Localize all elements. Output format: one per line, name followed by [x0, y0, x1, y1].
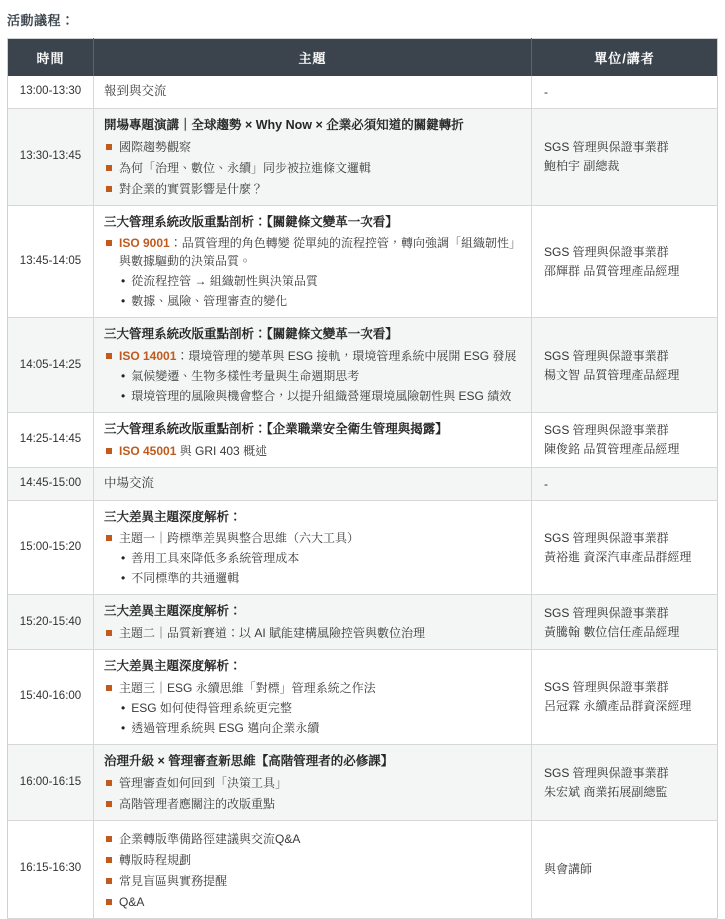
- speaker-line: SGS 管理與保證事業群: [544, 530, 669, 545]
- speaker-cell: [532, 467, 718, 500]
- speaker-line: 楊文智 品質管理產品經理: [544, 367, 680, 382]
- bullet-text: ISO 14001：環境管理的變革與 ESG 接軌，環境管理系統中展開 ESG 發展: [119, 349, 517, 363]
- table-row: [8, 595, 718, 650]
- bullet-text: 數據、風險、管理審查的變化: [131, 294, 288, 309]
- speaker-cell: [532, 108, 718, 205]
- time-cell: 15:00-15:20: [8, 500, 94, 595]
- time-cell: 16:00-16:15: [8, 744, 94, 820]
- square-bullet-icon: [106, 448, 112, 454]
- dot-bullet-icon: •: [121, 720, 126, 735]
- bullet-text: 氣候變遷、生物多樣性考量與生命週期思考: [131, 369, 360, 383]
- speaker-line: 陳俊銘 品質管理產品經理: [544, 442, 680, 457]
- speaker-line: SGS 管理與保證事業群: [544, 765, 669, 780]
- square-bullet-icon: [106, 353, 112, 359]
- agenda-body: [8, 76, 718, 918]
- topic-cell: [94, 108, 532, 205]
- dot-bullet-icon: •: [121, 551, 126, 566]
- column-header-speaker: 單位/講者: [532, 39, 718, 77]
- speaker-line: 朱宏斌 商業拓展副總監: [544, 784, 668, 799]
- speaker-line: 邵輝群 品質管理產品經理: [544, 263, 680, 278]
- topic-cell: [94, 650, 532, 745]
- dot-bullet-icon: •: [121, 389, 126, 403]
- bullet-item: [106, 872, 521, 890]
- topic-cell: [94, 820, 532, 918]
- table-row: [8, 500, 718, 595]
- table-row: [8, 413, 718, 468]
- time-cell: 14:25-14:45: [8, 413, 94, 468]
- topic-title: 三大管理系統改版重點剖析：【企業職業安全衛生管理與揭露】: [104, 422, 448, 436]
- topic-cell: [94, 318, 532, 413]
- bullet-item: [106, 234, 521, 270]
- bullet-item: [106, 851, 521, 869]
- topic-cell: [94, 413, 532, 468]
- speaker-line: SGS 管理與保證事業群: [544, 348, 669, 363]
- bullet-text: 不同標準的共通邏輯: [131, 571, 240, 586]
- time-cell: 14:05-14:25: [8, 318, 94, 413]
- speaker-cell: [532, 318, 718, 413]
- bullet-text: ISO 45001 與 GRI 403 概述: [119, 443, 268, 458]
- square-bullet-icon: [106, 144, 112, 150]
- bullet-text: ESG 如何使得管理系統更完整: [131, 700, 292, 715]
- speaker-line: SGS 管理與保證事業群: [544, 680, 669, 695]
- dot-bullet-icon: •: [121, 274, 126, 289]
- speaker-line: 與會講師: [544, 862, 593, 876]
- topic-cell: [94, 744, 532, 820]
- bullet-item: [106, 624, 521, 642]
- time-cell: 14:45-15:00: [8, 467, 94, 500]
- table-row: [8, 744, 718, 820]
- header-row: [8, 39, 718, 77]
- bullet-text: 主題二｜品質新賽道：以 AI 賦能建構風險控管與數位治理: [119, 626, 426, 640]
- speaker-line: 鮑柏宇 副總裁: [544, 159, 620, 174]
- speaker-line: SGS 管理與保證事業群: [544, 605, 669, 620]
- topic-cell: [94, 76, 532, 108]
- bullet-item: [106, 795, 521, 813]
- bullet-item: [106, 774, 521, 792]
- bullet-item: [106, 830, 521, 848]
- topic-cell: [94, 467, 532, 500]
- time-cell: 13:45-14:05: [8, 205, 94, 318]
- sub-bullet-item: [121, 569, 521, 587]
- topic-title: 三大管理系統改版重點剖析：【關鍵條文變革一次看】: [104, 214, 398, 229]
- square-bullet-icon: [106, 878, 112, 884]
- agenda-table: [7, 38, 718, 919]
- dot-bullet-icon: •: [121, 369, 126, 383]
- speaker-line: 黃裕進 資深汽車產品群經理: [544, 549, 692, 564]
- speaker-line: SGS 管理與保證事業群: [544, 140, 669, 155]
- bullet-text: 善用工具來降低多系統管理成本: [131, 551, 300, 566]
- speaker-cell: [532, 744, 718, 820]
- speaker-cell: [532, 413, 718, 468]
- sub-bullet-item: [121, 549, 521, 567]
- topic-title: 三大差異主題深度解析：: [104, 604, 242, 619]
- bullet-item: [106, 442, 521, 460]
- iso-highlight: ISO 45001: [119, 443, 177, 458]
- bullet-item: [106, 347, 521, 365]
- speaker-line: 呂冠霖 永續產品群資深經理: [544, 699, 692, 714]
- bullet-text: 常見盲區與實務提醒: [119, 873, 228, 888]
- bullet-text: 轉版時程規劃: [119, 852, 192, 867]
- speaker-cell: [532, 76, 718, 108]
- bullet-item: [106, 159, 521, 177]
- column-header-topic: 主題: [94, 39, 532, 77]
- table-row: [8, 467, 718, 500]
- table-row: [8, 108, 718, 205]
- speaker-line: SGS 管理與保證事業群: [544, 244, 669, 259]
- agenda-header: [8, 39, 718, 77]
- bullet-text: 企業轉版準備路徑建議與交流Q&A: [119, 831, 301, 846]
- topic-plain-text: 中場交流: [104, 475, 155, 490]
- bullet-text: 從流程控管 → 組織韌性與決策品質: [131, 274, 318, 289]
- iso-highlight: ISO 14001: [119, 349, 177, 363]
- bullet-text: 對企業的實質影響是什麼？: [119, 181, 264, 196]
- topic-cell: [94, 205, 532, 318]
- bullet-text: 管理審查如何回到「決策工具」: [119, 775, 288, 790]
- square-bullet-icon: [106, 685, 112, 691]
- bullet-text: 環境管理的風險與機會整合，以提升組織營運環境風險韌性與 ESG 績效: [131, 389, 512, 403]
- topic-title: 三大管理系統改版重點剖析：【關鍵條文變革一次看】: [104, 327, 398, 342]
- topic-title: 開場專題演講｜全球趨勢 × Why Now × 企業必須知道的關鍵轉折: [104, 117, 464, 132]
- bullet-item: [106, 138, 521, 156]
- time-cell: 16:15-16:30: [8, 820, 94, 918]
- table-row: [8, 650, 718, 745]
- square-bullet-icon: [106, 630, 112, 636]
- topic-title: 三大差異主題深度解析：: [104, 659, 242, 673]
- bullet-item: [106, 529, 521, 547]
- sub-bullet-item: [121, 387, 521, 405]
- speaker-cell: [532, 500, 718, 595]
- bullet-text: 為何「治理、數位、永續」同步被拉進條文邏輯: [119, 160, 372, 175]
- bullet-text: ISO 9001：品質管理的角色轉變 從單純的流程控管，轉向強調「組織韌性」與數據驅動的決策品質。: [119, 236, 516, 269]
- bullet-text: 主題一｜跨標準差異與整合思維（六大工具）: [119, 531, 360, 546]
- sub-bullet-item: [121, 719, 521, 737]
- sub-bullet-item: [121, 699, 521, 717]
- bullet-text: 主題三｜ESG 永續思維「對標」管理系統之作法: [119, 680, 376, 695]
- bullet-item: [106, 180, 521, 198]
- speaker-cell: [532, 650, 718, 745]
- topic-plain-text: 報到與交流: [104, 84, 167, 98]
- square-bullet-icon: [106, 240, 112, 246]
- time-cell: 13:00-13:30: [8, 76, 94, 108]
- speaker-line: SGS 管理與保證事業群: [544, 423, 669, 438]
- table-row: [8, 205, 718, 318]
- square-bullet-icon: [106, 899, 112, 905]
- page-title: 活動議程：: [7, 13, 75, 28]
- square-bullet-icon: [106, 165, 112, 171]
- speaker-line: 黃騰翰 數位信任產品經理: [544, 624, 680, 639]
- bullet-text: 高階管理者應關注的改版重點: [119, 796, 276, 811]
- table-row: [8, 318, 718, 413]
- speaker-cell: [532, 595, 718, 650]
- time-cell: 15:20-15:40: [8, 595, 94, 650]
- bullet-item: [106, 679, 521, 697]
- square-bullet-icon: [106, 801, 112, 807]
- time-cell: 15:40-16:00: [8, 650, 94, 745]
- dot-bullet-icon: •: [121, 571, 126, 586]
- speaker-line: -: [544, 476, 548, 491]
- topic-cell: [94, 595, 532, 650]
- bullet-text: Q&A: [119, 894, 145, 909]
- square-bullet-icon: [106, 836, 112, 842]
- square-bullet-icon: [106, 535, 112, 541]
- table-row: [8, 76, 718, 108]
- column-header-time: 時間: [8, 39, 94, 77]
- sub-bullet-item: [121, 292, 521, 310]
- square-bullet-icon: [106, 857, 112, 863]
- dot-bullet-icon: •: [121, 294, 126, 309]
- iso-highlight: ISO 9001: [119, 236, 170, 251]
- speaker-cell: [532, 205, 718, 318]
- speaker-line: -: [544, 84, 548, 99]
- bullet-text: 透過管理系統與 ESG 邁向企業永續: [131, 720, 320, 735]
- time-cell: 13:30-13:45: [8, 108, 94, 205]
- topic-cell: [94, 500, 532, 595]
- sub-bullet-item: [121, 272, 521, 290]
- table-row: [8, 820, 718, 918]
- sub-bullet-item: [121, 367, 521, 385]
- bullet-item: [106, 893, 521, 911]
- topic-title: 三大差異主題深度解析：: [104, 509, 242, 524]
- topic-title: 治理升級 × 管理審查新思維【高階管理者的必修課】: [104, 753, 394, 768]
- speaker-cell: [532, 820, 718, 918]
- bullet-text: 國際趨勢觀察: [119, 139, 192, 154]
- dot-bullet-icon: •: [121, 700, 126, 715]
- square-bullet-icon: [106, 186, 112, 192]
- square-bullet-icon: [106, 780, 112, 786]
